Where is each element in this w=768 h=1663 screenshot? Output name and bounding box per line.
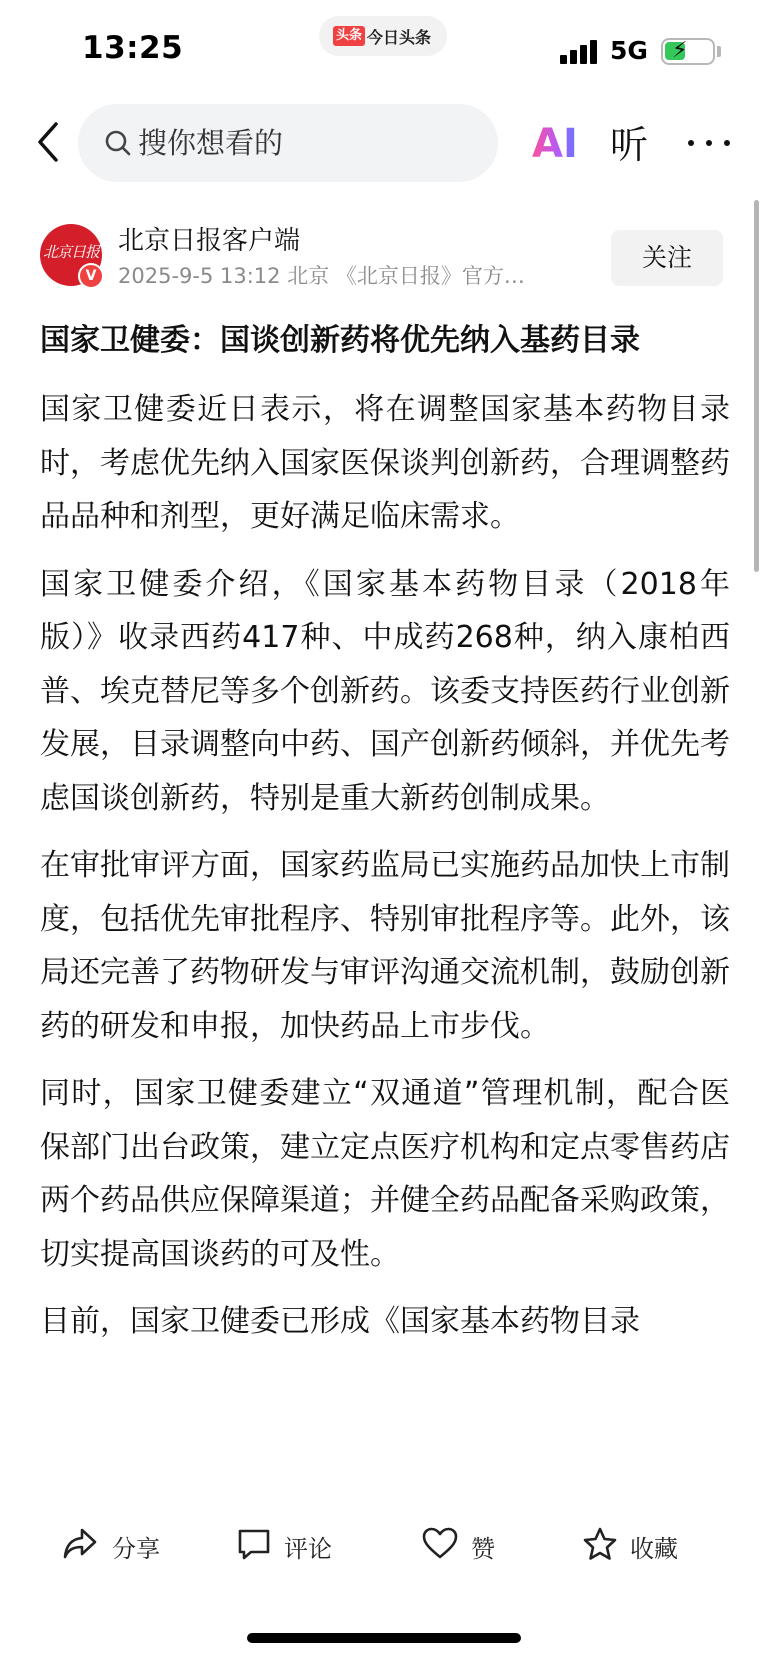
follow-button[interactable]: 关注 <box>611 230 723 286</box>
article-paragraph: 国家卫健委近日表示，将在调整国家基本药物目录时，考虑优先纳入国家医保谈判创新药，合理调整药品品种和剂型，更好满足临床需求。 <box>40 392 730 534</box>
share-icon <box>62 1526 98 1560</box>
back-icon[interactable] <box>34 120 64 164</box>
heart-icon <box>421 1526 459 1560</box>
scrollbar[interactable] <box>754 200 759 572</box>
article-paragraph: 在审批审评方面，国家药监局已实施药品加快上市制度，包括优先审批程序、特别审批程序等。此外，该局还完善了药物研发与审评沟通交流机制，鼓励创新药的研发和申报，加快药品上市步伐。 <box>40 848 730 1044</box>
status-time: 13:25 <box>82 30 184 66</box>
author-meta: 2025-9-5 13:12 北京 《北京日报》官方… <box>118 264 525 288</box>
favorite-label: 收藏 <box>630 1535 678 1563</box>
cellular-signal-icon <box>560 40 600 64</box>
share-label: 分享 <box>112 1535 160 1563</box>
article-body <box>40 383 730 1500</box>
like-button[interactable] <box>421 1520 511 1570</box>
app-badge: 头条 <box>333 26 365 46</box>
article-paragraph: 国家卫健委介绍，《国家基本药物目录（2018年版）》收录西药417种、中成药268种，纳入康柏西普、埃克替尼等多个创新药。该委支持医药行业创新发展，目录调整向中药、国产创新药倾斜，并优先考虑国谈创新药，特别是重大新药创制成果。 <box>40 566 730 816</box>
more-options-icon[interactable] <box>688 138 730 148</box>
comment-button[interactable] <box>236 1520 346 1570</box>
comment-icon <box>236 1526 272 1562</box>
status-bar <box>0 0 768 96</box>
article-paragraph: 同时，国家卫健委建立“双通道”管理机制，配合医保部门出台政策，建立定点医疗机构和定点零售药店两个药品供应保障渠道；并健全药品配备采购政策，切实提高国谈药的可及性。 <box>40 1076 730 1272</box>
charging-bolt-icon: ⚡ <box>672 38 688 63</box>
author-name[interactable]: 北京日报客户端 <box>118 226 301 256</box>
search-input[interactable] <box>138 104 478 182</box>
ai-button[interactable]: AI <box>532 116 582 172</box>
like-label: 赞 <box>471 1535 495 1563</box>
search-icon <box>104 129 132 157</box>
favorite-button[interactable] <box>582 1520 692 1570</box>
share-button[interactable] <box>62 1520 172 1570</box>
battery-cap <box>717 46 721 57</box>
app-name: 今日头条 <box>367 28 432 47</box>
article-title: 国家卫健委：国谈创新药将优先纳入基药目录 <box>40 323 640 358</box>
app-indicator-pill[interactable] <box>319 16 447 56</box>
star-icon <box>582 1526 618 1562</box>
battery-icon <box>661 38 715 65</box>
home-indicator[interactable] <box>247 1633 521 1643</box>
search-bar[interactable] <box>78 104 498 182</box>
article-paragraph: 目前，国家卫健委已形成《国家基本药物目录 <box>40 1304 640 1339</box>
network-type: 5G <box>610 36 648 65</box>
avatar-logo-text: 北京日报 <box>43 243 100 261</box>
comment-label: 评论 <box>284 1535 332 1563</box>
listen-button[interactable]: 听 <box>610 123 649 167</box>
verified-badge: V <box>78 263 104 289</box>
